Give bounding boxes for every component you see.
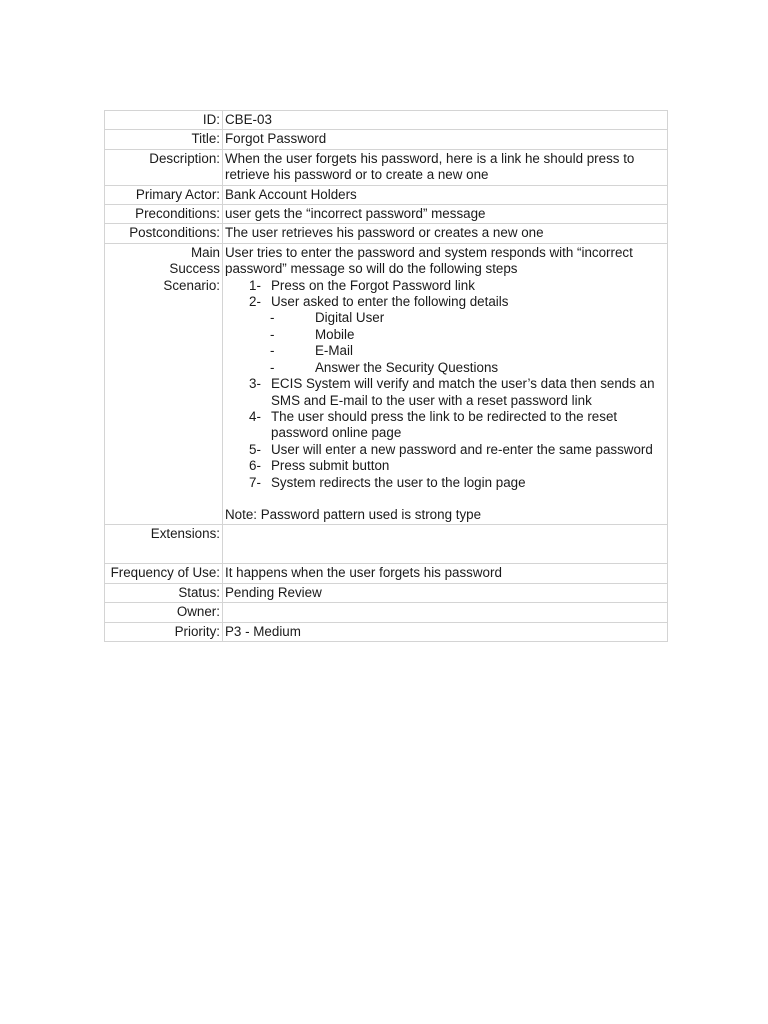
owner-label: Owner: (105, 603, 223, 622)
step-item (225, 409, 665, 442)
detail-text: Mobile (315, 326, 355, 342)
extensions-label: Extensions: (105, 525, 223, 564)
row-frequency-of-use (105, 564, 668, 583)
scenario-intro: User tries to enter the password and system responds with “incorrect password” message so will do the following steps (225, 244, 633, 277)
primary-actor-value: Bank Account Holders (223, 185, 668, 204)
extensions-value (223, 525, 668, 564)
row-description (105, 149, 668, 185)
row-primary-actor (105, 185, 668, 204)
step-item (225, 458, 665, 474)
row-main-success-scenario (105, 243, 668, 525)
step-text: Press submit button (271, 458, 390, 474)
step-text: System redirects the user to the login page (271, 474, 526, 490)
owner-value (223, 603, 668, 622)
primary-actor-label: Primary Actor: (105, 185, 223, 204)
detail-item (225, 310, 665, 326)
step-item (225, 475, 665, 491)
step-number: 3- (249, 376, 261, 392)
row-title (105, 130, 668, 149)
dash-bullet: - (270, 343, 275, 359)
step-text: User asked to enter the following details (271, 294, 509, 310)
step-number: 2- (249, 294, 261, 310)
step-number: 7- (249, 474, 261, 490)
row-owner (105, 603, 668, 622)
description-value: When the user forgets his password, here is a link he should press to retrieve his password or to create a new one (223, 149, 668, 185)
dash-bullet: - (270, 310, 275, 326)
title-value: Forgot Password (223, 130, 668, 149)
step-text: User will enter a new password and re-enter the same password (271, 441, 653, 457)
row-priority (105, 622, 668, 641)
step-number: 5- (249, 441, 261, 457)
detail-text: Digital User (315, 310, 385, 326)
postconditions-label: Postconditions: (105, 224, 223, 243)
row-postconditions (105, 224, 668, 243)
use-case-table (104, 110, 668, 642)
main-scenario-value (223, 243, 668, 525)
detail-text: Answer the Security Questions (315, 359, 499, 375)
dash-bullet: - (270, 359, 275, 375)
detail-item (225, 360, 665, 376)
detail-item (225, 327, 665, 343)
description-label: Description: (105, 149, 223, 185)
priority-value: P3 - Medium (223, 622, 668, 641)
main-scenario-label (105, 243, 223, 525)
scenario-steps (225, 278, 665, 491)
id-value: CBE-03 (223, 111, 668, 130)
step-number: 4- (249, 408, 261, 424)
step-item (225, 294, 665, 310)
main-scenario-label-line: Success (169, 261, 220, 277)
preconditions-value: user gets the “incorrect password” message (223, 205, 668, 224)
detail-item (225, 343, 665, 359)
dash-bullet: - (270, 326, 275, 342)
row-extensions (105, 525, 668, 564)
priority-label: Priority: (105, 622, 223, 641)
step-text: The user should press the link to be redirected to the reset password online page (271, 408, 618, 441)
frequency-label: Frequency of Use: (105, 564, 223, 583)
step-number: 6- (249, 458, 261, 474)
frequency-value: It happens when the user forgets his password (223, 564, 668, 583)
scenario-note: Note: Password pattern used is strong type (225, 506, 482, 522)
details-list (225, 310, 665, 376)
status-value: Pending Review (223, 583, 668, 602)
step-text: ECIS System will verify and match the user’s data then sends an SMS and E-mail to the user with a reset password link (271, 376, 655, 408)
row-status (105, 583, 668, 602)
step-text: Press on the Forgot Password link (271, 277, 475, 293)
id-label: ID: (105, 111, 223, 130)
step-item (225, 278, 665, 294)
main-scenario-label-line: Main (190, 244, 220, 260)
step-item (225, 442, 665, 458)
step-number: 1- (249, 277, 261, 293)
title-label: Title: (105, 130, 223, 149)
postconditions-value: The user retrieves his password or creates a new one (223, 224, 668, 243)
preconditions-label: Preconditions: (105, 205, 223, 224)
detail-text: E-Mail (315, 343, 353, 359)
main-scenario-label-line: Scenario: (163, 277, 220, 293)
row-id (105, 111, 668, 130)
status-label: Status: (105, 583, 223, 602)
step-item (225, 376, 665, 409)
row-preconditions (105, 205, 668, 224)
